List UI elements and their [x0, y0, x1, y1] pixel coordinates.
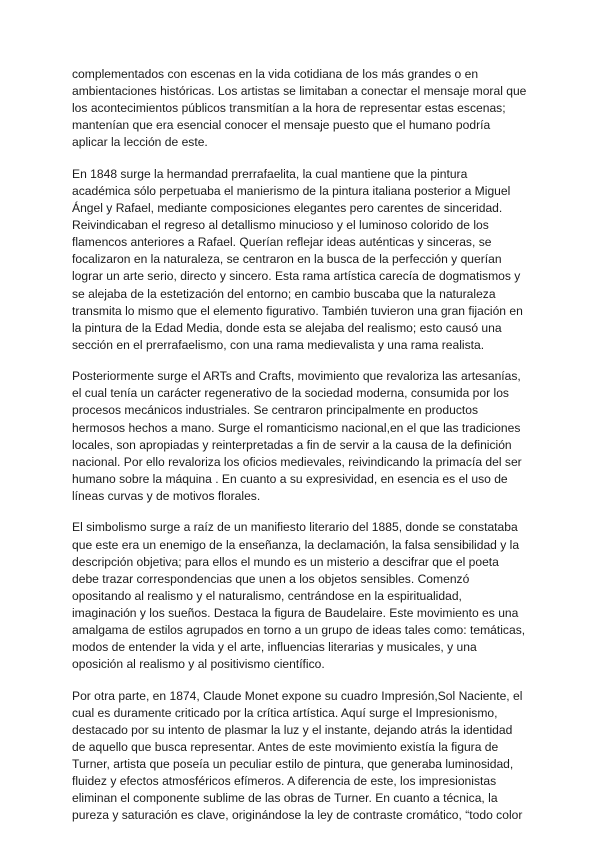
- document-page: [72, 66, 529, 839]
- paragraph-3: Posteriormente surge el ARTs and Crafts, movimiento que revaloriza las artesanías, el cual tenía un carácter regenerativo de la sociedad moderna, consumida por los procesos mecánicos industriales. Se centraron principalmente en productos hermosos hechos a mano. Surge el romanticismo nacional,en el que las tradiciones locales, son apropiadas y reinterpretadas a fin de servir a la causa de la definición nacional. Por ello revaloriza los oficios medievales, reivindicando la primacía del ser humano sobre la máquina . En cuanto a su expresividad, en esencia es el uso de líneas curvas y de motivos florales.: [72, 369, 522, 503]
- paragraph-5: Por otra parte, en 1874, Claude Monet expone su cuadro Impresión,Sol Naciente, el cual es duramente criticado por la crítica artística. Aquí surge el Impresionismo, destacado por su intento de plasmar la luz y el instante, dejando atrás la identidad de aquello que busca representar. Antes de este movimiento existía la figura de Turner, artista que poseía un peculiar estilo de pintura, que generaba luminosidad, fluidez y efectos atmosféricos efímeros. A diferencia de este, los impresionistas eliminan el componente sublime de las obras de Turner. En cuanto a técnica, la pureza y saturación es clave, originándose la ley de contraste cromático, “todo color: [72, 688, 523, 823]
- paragraph-1: complementados con escenas en la vida cotidiana de los más grandes o en ambientaciones históricas. Los artistas se limitaban a conectar el mensaje moral que los acontecimientos públicos transmitían a la hora de representar estas escenas; mantenían que era esencial conocer el mensaje puesto que el humano podría aplicar la lección de este.: [72, 67, 527, 150]
- paragraph-2: En 1848 surge la hermandad prerrafaelita, la cual mantiene que la pintura académica sólo perpetuaba el manierismo de la pintura italiana posterior a Miguel Ángel y Rafael, mediante composiciones elegantes pero carentes de sinceridad. Reivindicaban el regreso al detallismo minucioso y el luminoso colorido de los flamencos anteriores a Rafael. Querían reflejar ideas auténticas y sinceras, se focalizaron en la naturaleza, se centraron en la busca de la perfección y querían lograr un arte serio, directo y sincero. Esta rama artística carecía de dogmatismos y se alejaba de la estetización del entorno; en cambio buscaba que la naturaleza transmita lo mismo que el elemento figurativo. También tuvieron una gran fijación en la pintura de la Edad Media, donde esta se alejaba del realismo; esto causó una sección en el prerrafaelismo, con una rama medievalista y una rama realista.: [72, 166, 523, 352]
- paragraph-4: El simbolismo surge a raíz de un manifiesto literario del 1885, donde se constataba que este era un enemigo de la enseñanza, la declamación, la falsa sensibilidad y la descripción objetiva; para ellos el mundo es un misterio a descifrar que el poeta debe trazar correspondencias que unen a los objetos sensibles. Comenzó opositando al realismo y el naturalismo, centrándose en la espiritualidad, imaginación y los sueños. Destaca la figura de Baudelaire. Este movimiento es una amalgama de estilos agrupados en torno a un grupo de ideas tales como: temáticas, modos de entender la vida y el arte, influencias literarias y musicales, y una oposición al realismo y al positivismo científico.: [72, 520, 526, 672]
